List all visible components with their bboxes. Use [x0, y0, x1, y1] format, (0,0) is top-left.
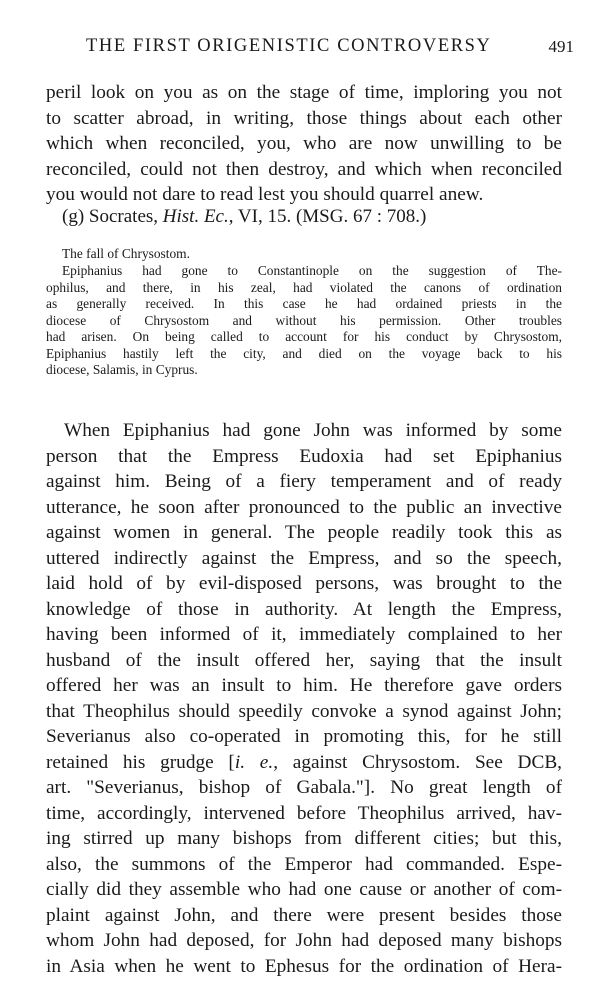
text-line: offered her was an insult to him. He therefore gave orders [46, 675, 562, 696]
text-line: that Theophilus should speedily convoke a synod against John; [46, 700, 562, 722]
text-line: having been informed of it, immediately complained to her [46, 624, 562, 645]
text-line [46, 750, 562, 776]
summary-line: as generally received. In this case he had ordained priests in the [46, 296, 562, 311]
text-line: uttered indirectly against the Empress, and so the speech, [46, 547, 562, 569]
text-line: art. "Severianus, bishop of Gabala."]. No great length of [46, 777, 562, 798]
summary-note [46, 263, 562, 379]
italic-abbreviation: i. e. [234, 751, 274, 773]
summary-line: diocese of Chrysostom and without his permission. Other troubles [46, 312, 562, 328]
text-line: against women in general. The people readily took this as [46, 522, 562, 543]
text-line: ing stirred up many bishops from different cities; but this, [46, 828, 562, 849]
text-line: whom John had deposed, for John had deposed many bishops [46, 930, 562, 951]
text-line: knowledge of those in authority. At length the Empress, [46, 598, 562, 620]
text-line: When Epiphanius had gone John was informed by some [64, 420, 562, 441]
paragraph-continued [46, 80, 562, 208]
text-line: peril look on you as on the stage of time, imploring you not [46, 82, 562, 103]
summary-title: The fall of Chrysostom. [62, 246, 190, 261]
text-line: you would not dare to read lest you should quarrel anew. [46, 184, 484, 205]
page-header [46, 36, 574, 66]
text-line: reconciled, could not then destroy, and which when reconciled [46, 158, 562, 180]
summary-line: Epiphanius had gone to Constantinople on the suggestion of The- [62, 263, 562, 278]
text-run: , against Chrysostom. See DCB, [273, 751, 563, 773]
text-line: which when reconciled, you, who are now unwilling to be [46, 133, 562, 154]
text-line: in Asia when he went to Ephesus for the ordination of Hera- [46, 955, 562, 977]
running-title: THE FIRST ORIGENISTIC CONTROVERSY [86, 36, 492, 56]
citation-work: Hist. Ec. [162, 206, 229, 227]
text-line: against him. Being of a fiery temperament and of ready [46, 471, 562, 492]
text-line: also, the summons of the Emperor had commanded. Espe- [46, 853, 562, 875]
text-line: plaint against John, and there were present besides those [46, 904, 562, 926]
text-line: time, accordingly, intervened before Theophilus arrived, hav- [46, 802, 562, 824]
summary-line: ophilus, and there, in his zeal, had violated the canons of ordination [46, 279, 562, 295]
text-line: laid hold of by evil-disposed persons, was brought to the [46, 573, 562, 594]
citation-ref: , VI, 15. (MSG. 67 : 708.) [228, 206, 427, 227]
summary-line: diocese, Salamis, in Cyprus. [46, 362, 198, 377]
text-line: cially did they assemble who had one cause or another of com- [46, 879, 562, 900]
text-line: utterance, he soon after pronounced to the public an invective [46, 496, 562, 518]
page-number: 491 [548, 37, 574, 56]
citation-label: (g) Socrates, [62, 206, 163, 227]
source-citation [62, 205, 562, 229]
text-run: retained his grudge [ [46, 751, 235, 773]
summary-line: had arisen. On being called to account for his conduct by Chrysostom, [46, 329, 562, 344]
main-paragraph [46, 418, 562, 979]
text-line: person that the Empress Eudoxia had set Epiphanius [46, 445, 562, 467]
text-line: Severianus also co-operated in promoting this, for he still [46, 726, 562, 747]
summary-line: Epiphanius hastily left the city, and died on the voyage back to his [46, 345, 562, 361]
text-line: husband of the insult offered her, saying that the insult [46, 649, 562, 671]
text-line: to scatter abroad, in writing, those things about each other [46, 107, 562, 129]
